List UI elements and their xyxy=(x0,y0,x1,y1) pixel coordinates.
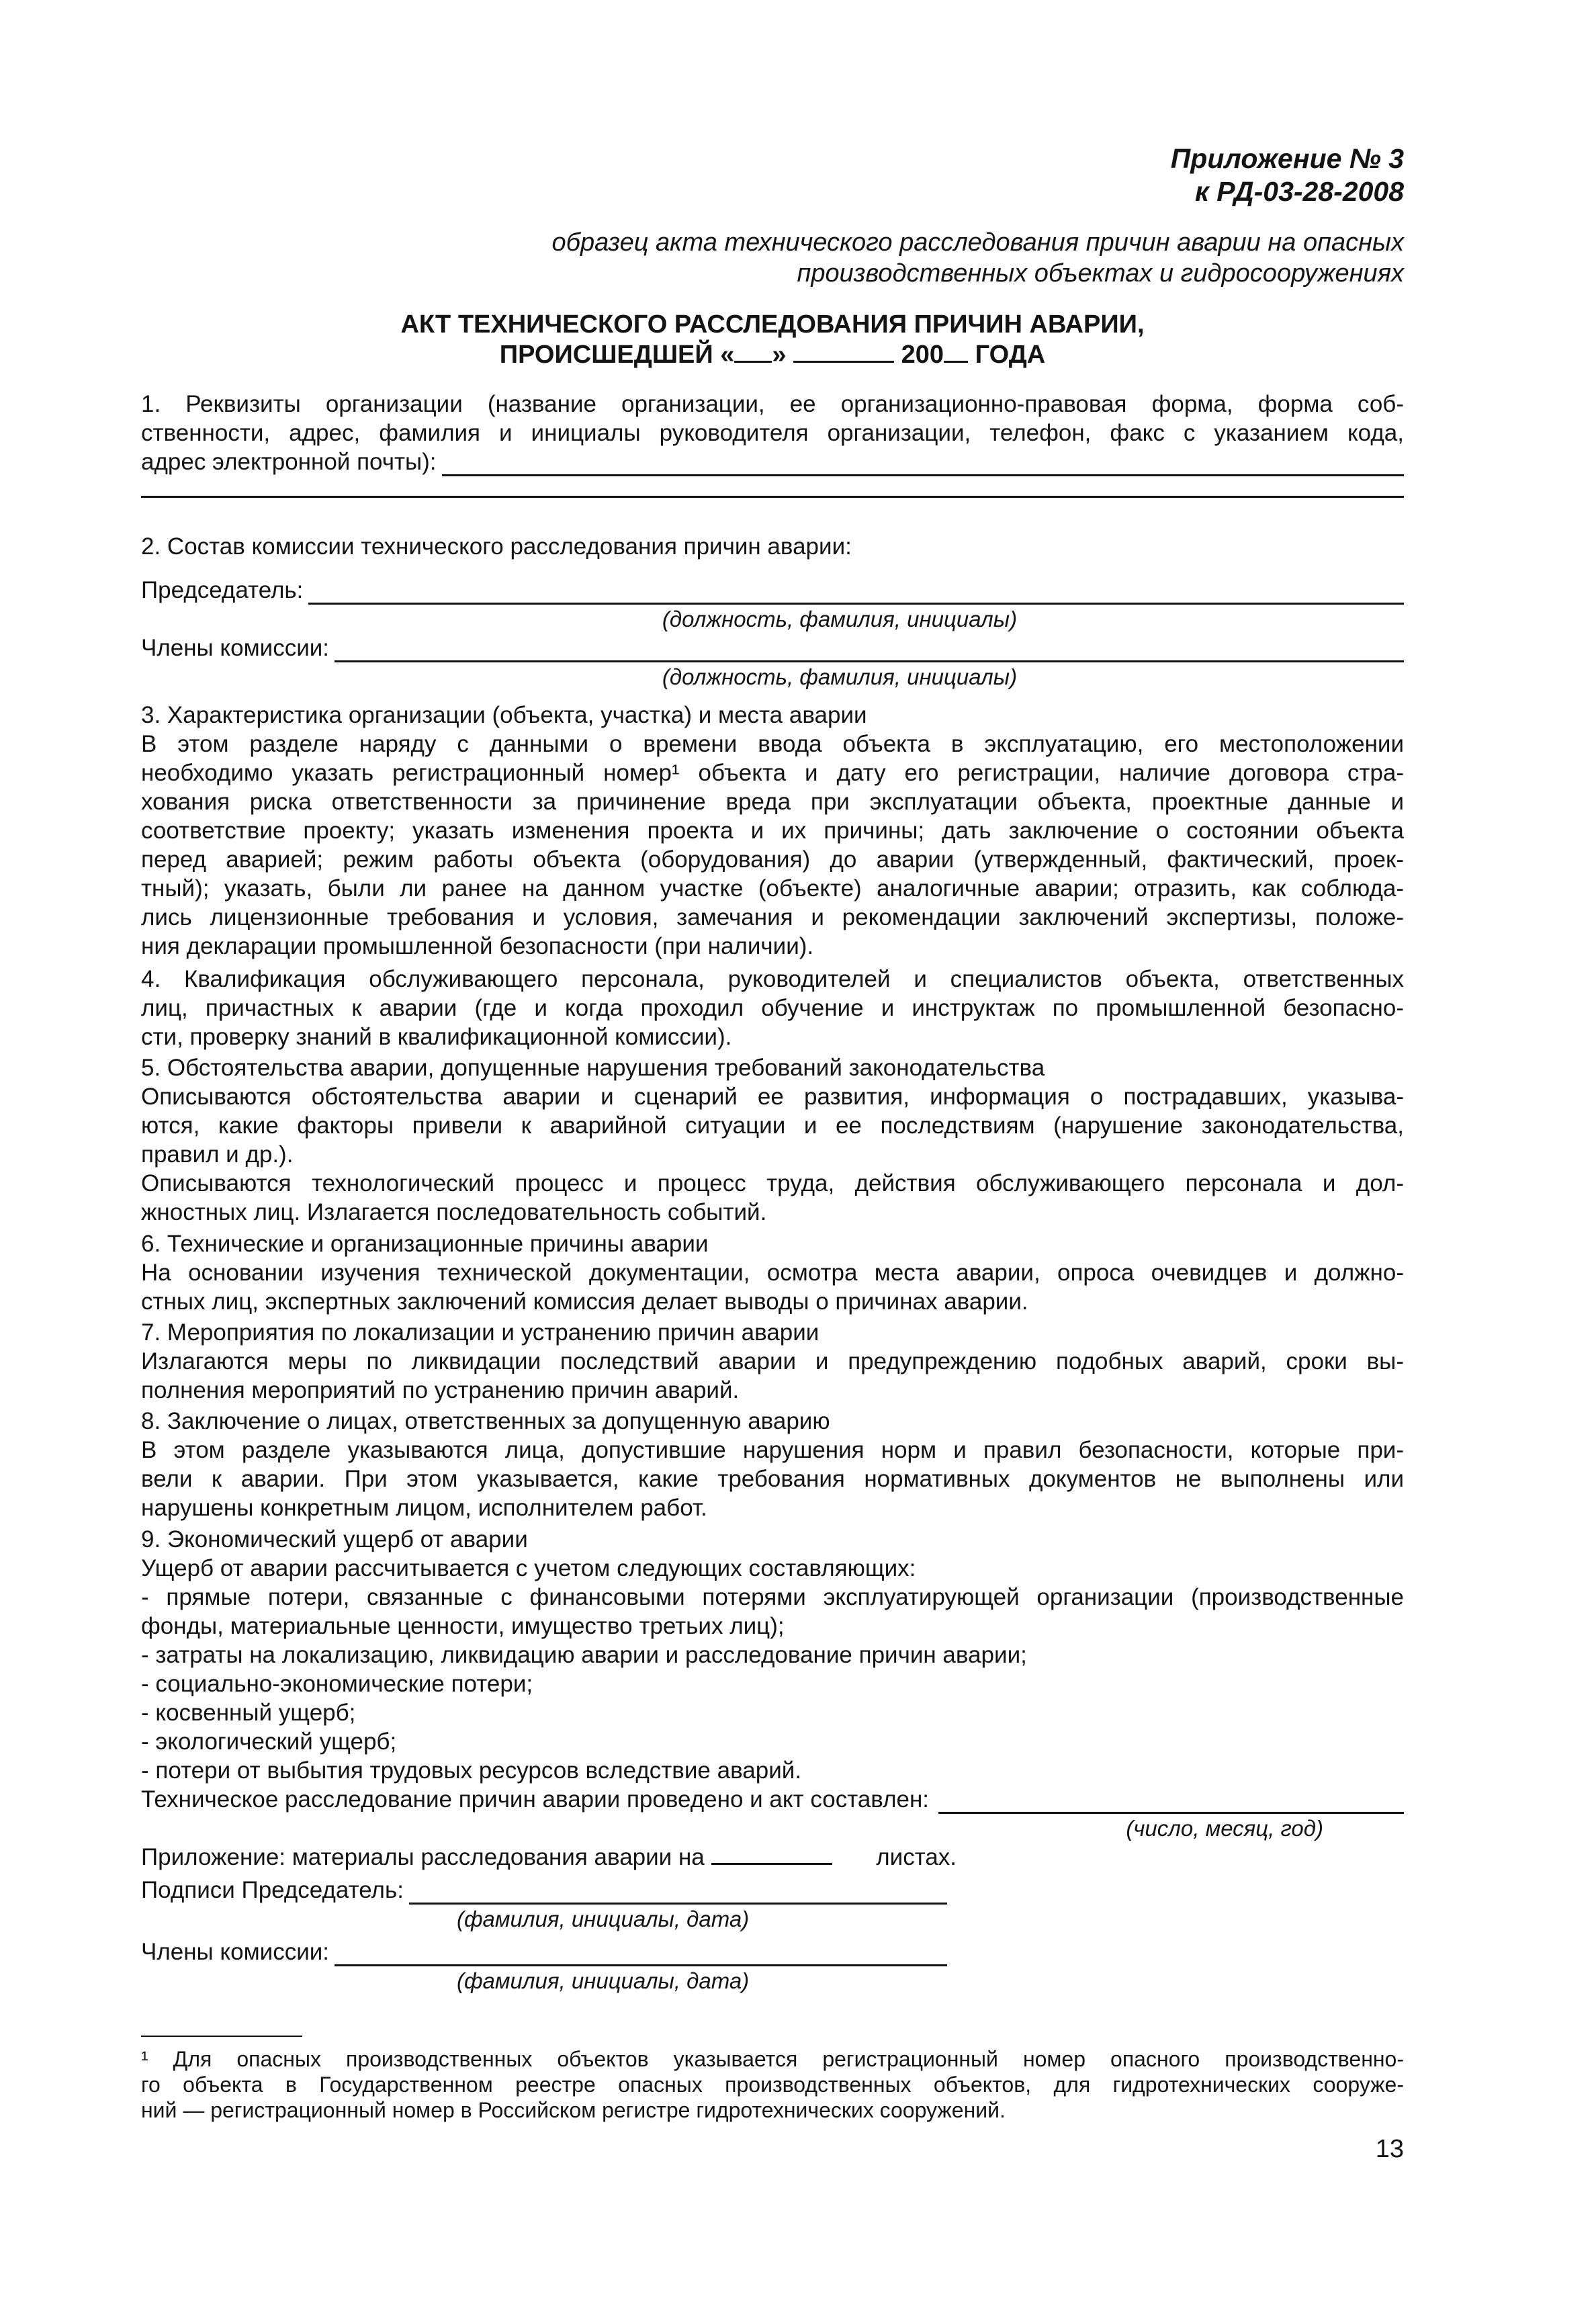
date-fill-line xyxy=(938,1790,1404,1814)
text-line: В этом разделе наряду с данными о времени ввода объекта в эксплуатацию, его местоположении xyxy=(141,731,1404,757)
members-label: Члены комиссии: xyxy=(141,635,330,661)
section-heading: 5. Обстоятельства аварии, допущенные нарушения требований законодательства xyxy=(141,1055,1045,1081)
title-line xyxy=(141,340,1404,370)
chair-signature-line xyxy=(409,1881,947,1905)
list-item: - прямые потери, связанные с финансовыми потерями эксплуатирующей организации (производственные xyxy=(141,1584,1404,1610)
list-item: - затраты на локализацию, ликвидацию аварии и расследование причин аварии; xyxy=(141,1642,1027,1668)
text-line: В этом разделе указываются лица, допустившие нарушения норм и правил безопасности, которые при- xyxy=(141,1437,1404,1463)
day-blank xyxy=(734,341,772,363)
text-line: Описываются технологический процесс и процесс труда, действия обслуживающего персонала и дол- xyxy=(141,1170,1404,1196)
title-text: ГОДА xyxy=(975,341,1046,369)
text-line: правил и др.). xyxy=(141,1141,294,1168)
page-number: 13 xyxy=(1375,2135,1404,2163)
text-line: лиц, причастных к аварии (где и когда проходил обучение и инструктаж по промышленной безопасно- xyxy=(141,995,1404,1021)
subtitle-line: производственных объектах и гидросооружениях xyxy=(797,259,1404,288)
section-4 xyxy=(141,965,1404,1051)
section-heading: 3. Характеристика организации (объекта, участка) и места аварии xyxy=(141,702,867,728)
attachment-label: Приложение: материалы расследования аварии на xyxy=(141,1844,705,1870)
members-signature-line xyxy=(335,1943,947,1966)
members-row xyxy=(141,634,1404,662)
text-line: необходимо указать регистрационный номер¹ объекта и дату его регистрации, наличие договора стра- xyxy=(141,760,1404,786)
members-signature-hint: (фамилия, инициалы, дата) xyxy=(457,1968,750,1993)
list-item: - косвенный ущерб; xyxy=(141,1700,356,1726)
completion-label: Техническое расследование причин аварии проведено и акт составлен: xyxy=(141,1786,930,1812)
appendix-number: Приложение № 3 xyxy=(1170,143,1404,174)
subtitle-line: образец акта технического расследования причин аварии на опасных xyxy=(551,228,1404,257)
text-line: ственности, адрес, фамилия и инициалы руководителя организации, телефон, факс с указанием кода, xyxy=(141,420,1404,446)
footnote-line: ний — регистрационный номер в Российском регистре гидротехнических сооружений. xyxy=(141,2098,1006,2122)
date-hint: (число, месяц, год) xyxy=(1126,1816,1323,1841)
completion-row xyxy=(141,1785,1404,1814)
text-line: соответствие проекту; указать изменения проекта и их причины; дать заключение о состоянии объекта xyxy=(141,818,1404,844)
section-heading: 6. Технические и организационные причины аварии xyxy=(141,1231,709,1257)
members-fill-line xyxy=(335,639,1404,662)
list-item: - социально-экономические потери; xyxy=(141,1671,533,1697)
document-subtitle xyxy=(551,227,1404,289)
attachment-row xyxy=(141,1843,1404,1872)
section-heading: 9. Экономический ущерб от аварии xyxy=(141,1526,528,1553)
list-item: - экологический ущерб; xyxy=(141,1729,397,1755)
text-line: ния декларации промышленной безопасности (при наличии). xyxy=(141,933,814,959)
text-line: На основании изучения технической документации, осмотра места аварии, опроса очевидцев и должно- xyxy=(141,1260,1404,1286)
text-line: ются, какие факторы привели к аварийной ситуации и ее последствиям (нарушение законодательства, xyxy=(141,1112,1404,1139)
section-heading: 8. Заключение о лицах, ответственных за допущенную аварию xyxy=(141,1408,830,1434)
year-blank xyxy=(944,341,968,363)
month-blank xyxy=(793,341,894,363)
text-line: полнения мероприятий по устранению причин аварий. xyxy=(141,1377,740,1403)
section-heading: 7. Мероприятия по локализации и устранению причин аварии xyxy=(141,1319,819,1346)
title-line: АКТ ТЕХНИЧЕСКОГО РАССЛЕДОВАНИЯ ПРИЧИН АВАРИИ, xyxy=(400,310,1145,339)
requisites-fill-line-2 xyxy=(141,495,1404,498)
appendix-label xyxy=(1171,142,1404,208)
footnote-divider xyxy=(141,2036,302,2037)
footnote-line: го объекта в Государственном реестре опасных производственных объектов, для гидротехнических сооруже- xyxy=(141,2072,1404,2097)
text-line: сти, проверку знаний в квалификационной комиссии). xyxy=(141,1024,732,1050)
chair-signature-hint: (фамилия, инициалы, дата) xyxy=(457,1907,750,1931)
requisites-fill-line xyxy=(442,453,1404,476)
chair-label: Председатель: xyxy=(141,577,304,603)
chair-signature-label: Подписи Председатель: xyxy=(141,1877,404,1903)
section-3 xyxy=(141,701,1404,961)
section-7 xyxy=(141,1318,1404,1405)
attachment-suffix: листах. xyxy=(876,1844,957,1870)
text-line: хования риска ответственности за причинение вреда при эксплуатации объекта, проектные данные и xyxy=(141,789,1404,815)
section-2 xyxy=(141,532,1404,691)
footnote xyxy=(141,2036,1404,2123)
text-line: вели к аварии. При этом указывается, какие требования нормативных документов не выполнены или xyxy=(141,1466,1404,1492)
members-signature-row xyxy=(141,1937,947,1966)
members-hint: (должность, фамилия, инициалы) xyxy=(662,664,1018,689)
text-line: жностных лиц. Излагается последовательность событий. xyxy=(141,1199,767,1225)
document-page xyxy=(141,0,1404,2315)
section-heading: 2. Состав комиссии технического расследования причин аварии: xyxy=(141,533,852,560)
text-line: перед аварией; режим работы объекта (оборудования) до аварии (утвержденный, фактический, проек- xyxy=(141,846,1404,873)
section-8 xyxy=(141,1407,1404,1522)
closing-block xyxy=(141,1785,1404,1995)
chair-fill-line xyxy=(308,581,1404,605)
title-text: ПРОИСШЕДШЕЙ « xyxy=(499,341,735,369)
appendix-reference: к РД-03-28-2008 xyxy=(1195,176,1404,207)
document-title xyxy=(141,310,1404,370)
text-line: Ущерб от аварии рассчитывается с учетом следующих составляющих: xyxy=(141,1555,916,1581)
text-line: стных лиц, экспертных заключений комиссия делает выводы о причинах аварии. xyxy=(141,1288,1028,1315)
title-text: 200 xyxy=(901,341,944,369)
chair-hint: (должность, фамилия, инициалы) xyxy=(662,607,1018,631)
text-line: тный); указать, были ли ранее на данном участке (объекте) аналогичные аварии; отразить, как соблюда- xyxy=(141,875,1404,902)
members-signature-label: Члены комиссии: xyxy=(141,1939,330,1965)
text-line: Излагаются меры по ликвидации последствий аварии и предупреждению подобных аварий, сроки вы- xyxy=(141,1348,1404,1374)
list-item: фонды, материальные ценности, имущество третьих лиц); xyxy=(141,1613,785,1639)
text-line: 1. Реквизиты организации (название организации, ее организационно-правовая форма, форма соб- xyxy=(141,391,1404,417)
sheets-blank xyxy=(711,1843,832,1865)
title-text: » xyxy=(772,341,787,369)
section-9 xyxy=(141,1525,1404,1785)
text-line: адрес электронной почты): xyxy=(141,449,437,475)
footnote-line: ¹ Для опасных производственных объектов указывается регистрационный номер опасного производственно- xyxy=(141,2047,1404,2071)
chair-signature-row xyxy=(141,1876,947,1905)
section-6 xyxy=(141,1229,1404,1316)
email-row xyxy=(141,447,1404,476)
text-line: Описываются обстоятельства аварии и сценарий ее развития, информация о пострадавших, указыва- xyxy=(141,1084,1404,1110)
text-line: нарушены конкретным лицом, исполнителем работ. xyxy=(141,1495,707,1521)
text-line: 4. Квалификация обслуживающего персонала, руководителей и специалистов объекта, ответственных xyxy=(141,966,1404,992)
section-5 xyxy=(141,1053,1404,1227)
section-1 xyxy=(141,390,1404,498)
text-line: лись лицензионные требования и условия, замечания и рекомендации заключений экспертизы, положе- xyxy=(141,904,1404,930)
chair-row xyxy=(141,576,1404,605)
list-item: - потери от выбытия трудовых ресурсов вследствие аварий. xyxy=(141,1757,802,1784)
